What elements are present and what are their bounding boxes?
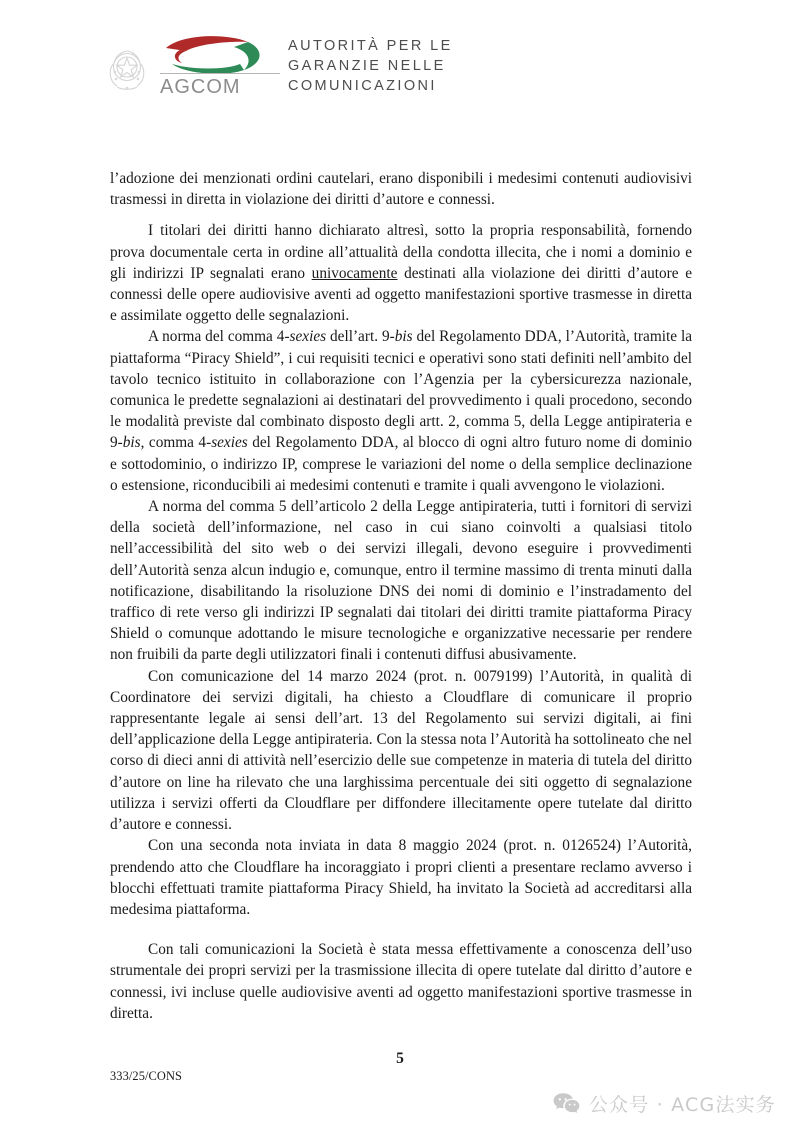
agcom-acronym: AGCOM xyxy=(160,73,280,97)
p3-seg-b: dell’art. 9- xyxy=(326,328,395,346)
agcom-logo xyxy=(160,36,453,97)
p2-emphasis-univocamente: univocamente xyxy=(311,264,398,282)
p3-italic-bis-1: bis xyxy=(394,328,413,346)
agcom-title-line-3: COMUNICAZIONI xyxy=(288,78,437,94)
paragraph-spacer xyxy=(110,920,692,939)
paragraph-continuation: l’adozione dei menzionati ordini cautelari, erano disponibili i medesimi contenuti audiovisivi trasmessi in diretta in violazione dei diritti d’autore e connessi. xyxy=(110,170,692,209)
document-header xyxy=(104,36,453,97)
italian-republic-emblem xyxy=(104,38,150,96)
p3-seg-a: A norma del comma 4- xyxy=(148,328,290,346)
p3-italic-sexies-2: sexies xyxy=(211,434,248,452)
document-reference-code: 333/25/CONS xyxy=(110,1069,183,1083)
paragraph-first-communication: Con comunicazione del 14 marzo 2024 (prot. n. 0079199) l’Autorità, in qualità di Coordinatore dei servizi digitali, ha chiesto a Cloudflare di comunicare il proprio rappresentante legale ai sensi dell’art. 13 del Regolamento sui servizi digitali, ai fini dell’applicazione della Legge antipirateria. Con la stessa nota l’Autorità ha sottolineato che nel corso di dieci anni di attività nell’esercizio delle sue competenze in materia di tutela del diritto d’autore on line ha rilevato che una larghissima percentuale dei siti oggetto di segnalazione utilizza i servizi offerti da Cloudflare per diffondere illecitamente opere tutelate dal diritto d’autore e connessi. xyxy=(110,667,692,834)
paragraph-spacer xyxy=(110,210,692,220)
agcom-title-line-1: AUTORITÀ PER LE xyxy=(288,38,453,54)
paragraph-regulation-dda xyxy=(110,326,692,496)
agcom-title-line-2: GARANZIE NELLE xyxy=(288,58,446,74)
agcom-title xyxy=(288,36,453,97)
wechat-icon xyxy=(553,1092,580,1115)
document-body xyxy=(110,168,692,1024)
p3-seg-e: del Regolamento DDA, al blocco di ogni altro futuro nome di dominio e sottodominio, o indirizzo IP, comprese le variazioni del nome o della semplice declinazione o estensione, riconducibili ai medesimi contenuti e tramite i quali avvengono le violazioni. xyxy=(110,434,692,494)
p3-seg-c: del Regolamento DDA, l’Autorità, tramite la piattaforma “Piracy Shield”, i cui requisiti tecnici e operativi sono stati definiti nell’ambito del tavolo tecnico istituito in collaborazione con l’Agenzia per la cybersicurezza nazionale, comunica le predette segnalazioni ai destinatari del provvedimento i quali procedono, secondo le modalità previste dal combinato disposto degli artt. 2, comma 5, della Legge antipirateria e 9- xyxy=(110,328,692,452)
paragraph-conclusion: Con tali comunicazioni la Società è stata messa effettivamente a conoscenza dell’uso strumentale dei propri servizi per la trasmissione illecita di opere tutelate dal diritto d’autore e connessi, ivi incluse quelle audiovisive aventi ad oggetto manifestazioni sportive trasmesse in diretta. xyxy=(110,941,692,1022)
watermark-text: 公众号 · ACG法实务 xyxy=(588,1094,776,1116)
p3-italic-sexies-1: sexies xyxy=(289,328,327,346)
paragraph-rights-holders xyxy=(110,220,692,326)
page-number: 5 xyxy=(396,1050,404,1067)
paragraph-second-communication: Con una seconda nota inviata in data 8 maggio 2024 (prot. n. 0126524) l’Autorità, prendendo atto che Cloudflare ha incoraggiato i propri clienti a presentare reclamo avverso i blocchi effettuati tramite piattaforma Piracy Shield, ha invitato la Società ad accreditarsi alla medesima piattaforma. xyxy=(110,837,692,918)
p2-text-before: I titolari dei diritti hanno dichiarato altresì, sotto la propria responsabilità, fornendo prova documentale certa in ordine all’attualità della condotta illecita, che i nomi a dominio e gli indirizzi IP segnalati erano xyxy=(110,222,692,282)
p2-text-after: destinati alla violazione dei diritti d’autore e connessi delle opere audiovisive aventi ad oggetto manifestazioni sportive trasmesse in diretta e assimilate oggetto delle segnalazioni. xyxy=(110,264,692,325)
wechat-watermark xyxy=(553,1090,776,1117)
p3-italic-bis-2: bis xyxy=(122,434,141,452)
agcom-swoosh-icon xyxy=(160,36,280,76)
paragraph-service-providers: A norma del comma 5 dell’articolo 2 della Legge antipirateria, tutti i fornitori di servizi della società dell’informazione, nel caso in cui siano coinvolti a qualsiasi titolo nell’accessibilità del sito web o dei servizi illegali, devono eseguire i provvedimenti dell’Autorità senza alcun indugio e, comunque, entro il termine massimo di trenta minuti dalla notificazione, disabilitando la risoluzione DNS dei nomi di dominio e l’instradamento del traffico di rete verso gli indirizzi IP segnalati dai titolari dei diritti tramite piattaforma Piracy Shield o comunque adottando le misure tecnologiche e organizzative necessarie per rendere non fruibili da parte degli utilizzatori finali i contenuti diffusi abusivamente. xyxy=(110,498,692,664)
p3-seg-d: , comma 4- xyxy=(140,434,212,452)
